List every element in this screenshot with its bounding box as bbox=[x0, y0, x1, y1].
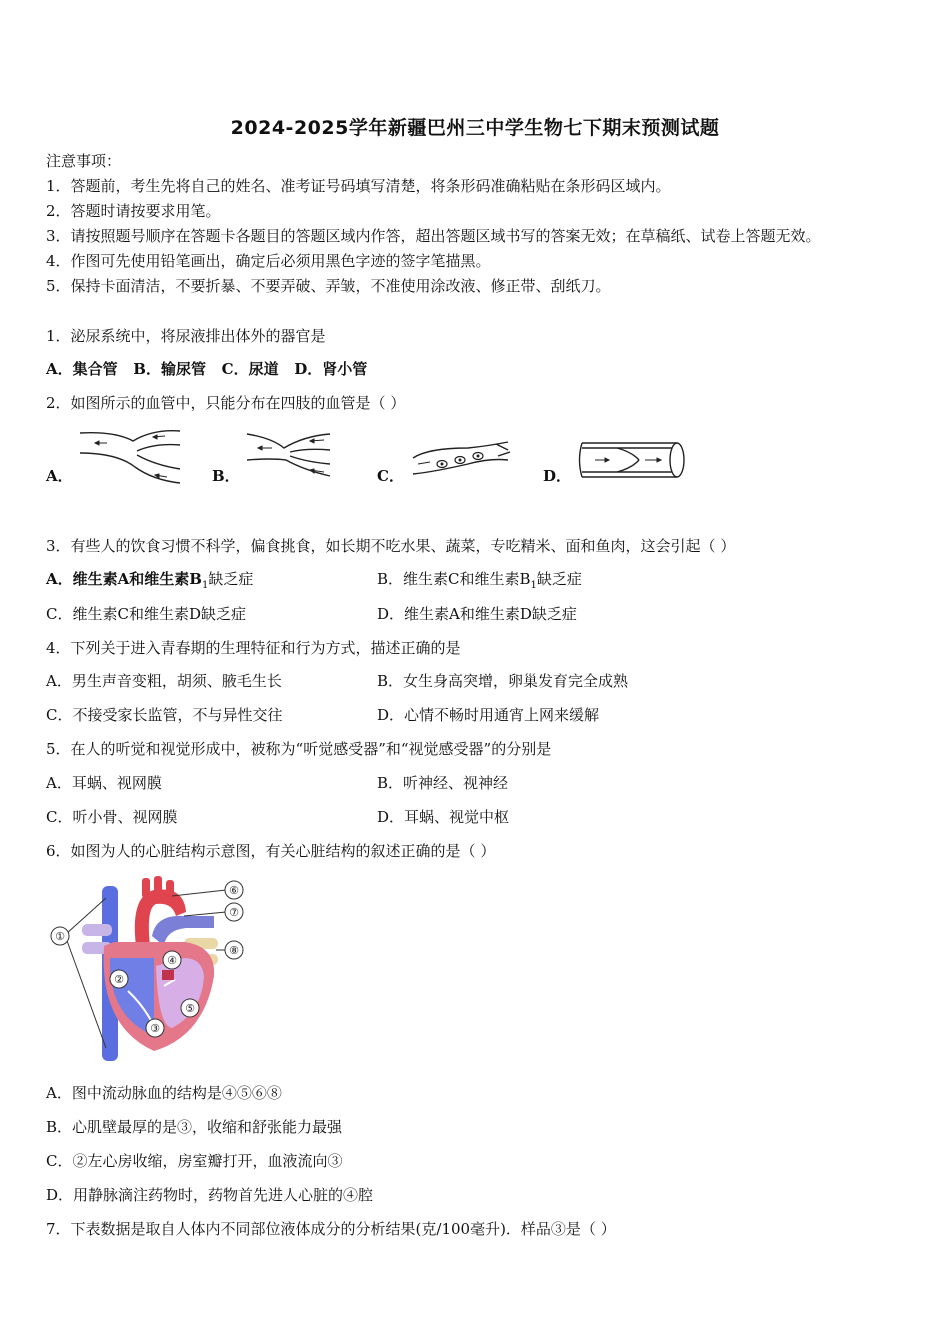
q4-option-a[interactable]: A．男生声音变粗，胡须、腋毛生长 bbox=[46, 672, 282, 690]
notice-item-2: 2．答题时请按要求用笔。 bbox=[46, 202, 221, 220]
q3-option-b-sub: 1 bbox=[530, 580, 537, 591]
q2-stem: 2．如图所示的血管中，只能分布在四肢的血管是（ ） bbox=[46, 394, 406, 412]
heart-label-7: ⑦ bbox=[229, 906, 239, 919]
q2-label-b: B． bbox=[212, 467, 240, 485]
q3-option-c[interactable]: C．维生素C和维生素D缺乏症 bbox=[46, 605, 246, 623]
heart-label-5: ⑤ bbox=[185, 1002, 195, 1015]
q5-option-c[interactable]: C．听小骨、视网膜 bbox=[46, 808, 178, 826]
notice-item-1: 1．答题前，考生先将自己的姓名、准考证号码填写清楚，将条形码准确粘贴在条形码区域内。 bbox=[46, 177, 671, 195]
q4-stem: 4．下列关于进入青春期的生理特征和行为方式，描述正确的是 bbox=[46, 639, 461, 657]
q2-label-a: A． bbox=[46, 467, 73, 485]
q3-option-b[interactable] bbox=[377, 569, 582, 596]
q2-vessel-b-diagram bbox=[242, 430, 337, 480]
q7-stem: 7．下表数据是取自人体内不同部位液体成分的分析结果(克/100毫升)．样品③是（ ） bbox=[46, 1220, 616, 1238]
q3-option-d[interactable]: D．维生素A和维生素D缺乏症 bbox=[377, 605, 577, 623]
heart-label-4: ④ bbox=[167, 954, 177, 967]
q3-option-a-sub: 1 bbox=[201, 580, 209, 591]
q5-option-d[interactable]: D．耳蜗、视觉中枢 bbox=[377, 808, 510, 826]
heart-label-8: ⑧ bbox=[229, 944, 239, 957]
q3-option-b-tail: 缺乏症 bbox=[536, 570, 582, 588]
q6-heart-diagram bbox=[44, 876, 254, 1066]
heart-label-1: ① bbox=[55, 930, 65, 943]
q2-vessel-a-diagram bbox=[75, 425, 185, 487]
q5-option-b[interactable]: B．听神经、视神经 bbox=[377, 774, 509, 792]
q3-option-b-text: B．维生素C和维生素B bbox=[377, 570, 531, 588]
page-title: 2024-2025学年新疆巴州三中学生物七下期末预测试题 bbox=[230, 117, 720, 139]
q6-option-b[interactable]: B．心肌壁最厚的是③，收缩和舒张能力最强 bbox=[46, 1118, 343, 1136]
q6-option-c[interactable]: C．②左心房收缩，房室瓣打开，血液流向③ bbox=[46, 1152, 343, 1170]
q6-option-a[interactable]: A．图中流动脉血的结构是④⑤⑥⑧ bbox=[46, 1084, 282, 1102]
notice-item-4: 4．作图可先使用铅笔画出，确定后必须用黑色字迹的签字笔描黑。 bbox=[46, 252, 491, 270]
heart-label-6: ⑥ bbox=[229, 884, 239, 897]
notice-heading: 注意事项： bbox=[46, 152, 122, 170]
q2-label-d: D． bbox=[543, 467, 572, 485]
heart-label-3: ③ bbox=[150, 1022, 160, 1035]
notice-item-5: 5．保持卡面清洁，不要折暴、不要弄破、弄皱，不准使用涂改液、修正带、刮纸刀。 bbox=[46, 277, 611, 295]
notice-item-3: 3．请按照题号顺序在答题卡各题目的答题区域内作答，超出答题区域书写的答案无效；在草稿纸、试卷上答题无效。 bbox=[46, 227, 821, 245]
q2-vein-valve-d-diagram bbox=[577, 440, 689, 480]
q4-option-d[interactable]: D．心情不畅时用通宵上网来缓解 bbox=[377, 706, 600, 724]
q2-capillary-c-diagram bbox=[408, 438, 516, 478]
q4-option-b[interactable]: B．女生身高突增，卵巢发育完全成熟 bbox=[377, 672, 629, 690]
q3-option-a-tail: 缺乏症 bbox=[208, 570, 254, 588]
q6-option-d[interactable]: D．用静脉滴注药物时，药物首先进人心脏的④腔 bbox=[46, 1186, 374, 1204]
heart-label-2: ② bbox=[114, 973, 124, 986]
q5-stem: 5．在人的听觉和视觉形成中，被称为“听觉感受器”和“视觉感受器”的分别是 bbox=[46, 740, 552, 758]
q3-stem: 3．有些人的饮食习惯不科学，偏食挑食，如长期不吃水果、蔬菜，专吃精米、面和鱼肉，这会引起（ ） bbox=[46, 537, 736, 555]
q4-option-c[interactable]: C．不接受家长监管，不与异性交往 bbox=[46, 706, 283, 724]
q3-option-a-text: A．维生素A和维生素B bbox=[46, 570, 202, 588]
q1-stem: 1．泌尿系统中，将尿液排出体外的器官是 bbox=[46, 327, 326, 345]
q3-option-a[interactable] bbox=[46, 569, 253, 596]
q1-options: A．集合管 B．输尿管 C．尿道 D．肾小管 bbox=[46, 360, 368, 378]
q5-option-a[interactable]: A．耳蜗、视网膜 bbox=[46, 774, 162, 792]
q2-label-c: C． bbox=[377, 467, 404, 485]
q6-stem: 6．如图为人的心脏结构示意图，有关心脏结构的叙述正确的是（ ） bbox=[46, 842, 496, 860]
